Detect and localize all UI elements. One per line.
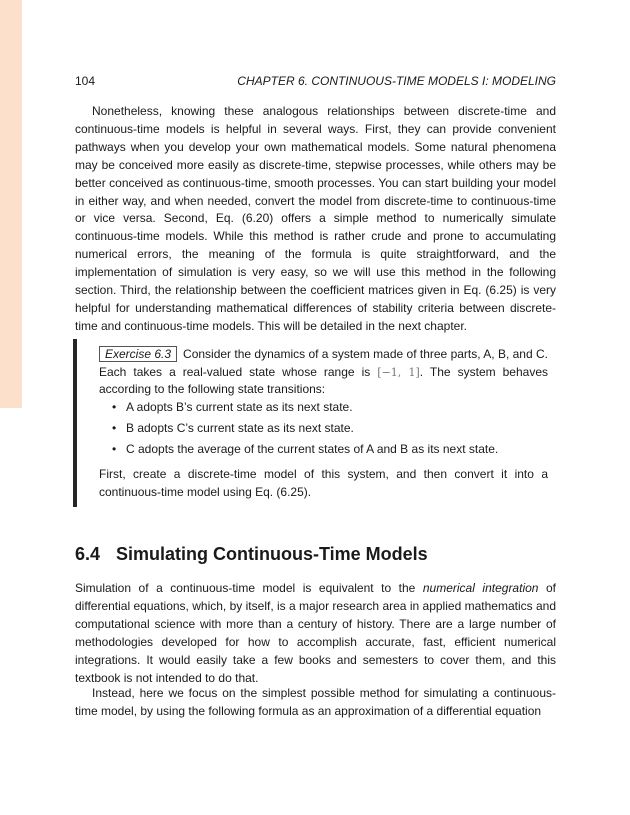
- exercise-intro-part2: . The system behaves according to the following state transitions:: [99, 364, 549, 396]
- bullet-icon: •: [112, 400, 117, 414]
- section-title-text: Simulating Continuous-Time Models: [116, 544, 428, 564]
- bullet-icon: •: [112, 421, 117, 435]
- paragraph-text: Simulation of a continuous-time model is equivalent to the: [75, 581, 423, 595]
- section-number: 6.4: [75, 544, 101, 564]
- list-item-text: B adopts C’s current state as its next state.: [126, 421, 354, 435]
- side-tab-marker: [0, 0, 22, 408]
- exercise-intro: [99, 346, 548, 399]
- list-item: [99, 420, 548, 438]
- list-item: [99, 441, 548, 459]
- paragraph-text: of differential equations, which, by itself, is a major research area in applied mathematics and computational science with more than a century of history. There are a large number of methodologies developed for how to accomplish accurate, fast, efficient numerical integrations. It would easily take a few books and semesters to cover them, and this textbook is not intended to do that.: [75, 581, 556, 685]
- list-item: [99, 399, 548, 417]
- section-heading: [75, 542, 556, 566]
- exercise-intro-part1: Consider the dynamics of a system made of three parts, A, B, and C. Each takes a real-valued state whose range is: [99, 347, 548, 379]
- bullet-icon: •: [112, 442, 117, 456]
- page-number: 104: [75, 74, 96, 88]
- paragraph-simulation-intro: [75, 580, 556, 687]
- paragraph-simplest-method: Instead, here we focus on the simplest possible method for simulating a continuous-time model, by using the following formula as an approximation of a differential equation: [75, 686, 556, 718]
- exercise-label: Exercise 6.3: [99, 346, 177, 362]
- list-item-text: C adopts the average of the current states of A and B as its next state.: [126, 442, 499, 456]
- paragraph-analogous-relationships: Nonetheless, knowing these analogous relationships between discrete-time and continuous-time models is helpful in several ways. First, they can provide convenient pathways when you develop your own mathematical models. Some natural phenomena may be conceived more easily as discrete-time, stepwise processes, while others may be better conceived as continuous-time, smooth processes. You can start building your model in either way, and when needed, convert the model from discrete-time to continuous-time or vice versa. Second, Eq. (6.20) offers a simple method to numerically simulate continuous-time models. While this method is rather crude and prone to accumulating numerical errors, the meaning of the formula is quite straightforward, and the implementation of simulation is very easy, so we will use this method in the following section. Third, the relationship between the coefficient matrices given in Eq. (6.25) is very helpful for understanding mathematical differences of stability criteria between discrete-time and continuous-time models. This will be detailed in the next chapter.: [75, 104, 556, 333]
- range-math: [−1, 1]: [377, 365, 420, 379]
- state-transition-list: [99, 399, 548, 462]
- exercise-closing: First, create a discrete-time model of this system, and then convert it into a continuous-time model using Eq. (6.25).: [99, 467, 548, 499]
- emphasis-numerical-integration: numerical integration: [422, 581, 539, 595]
- exercise-box: [73, 339, 552, 507]
- list-item-text: A adopts B’s current state as its next state.: [126, 400, 353, 414]
- running-head: CHAPTER 6. CONTINUOUS-TIME MODELS I: MODELING: [237, 74, 556, 88]
